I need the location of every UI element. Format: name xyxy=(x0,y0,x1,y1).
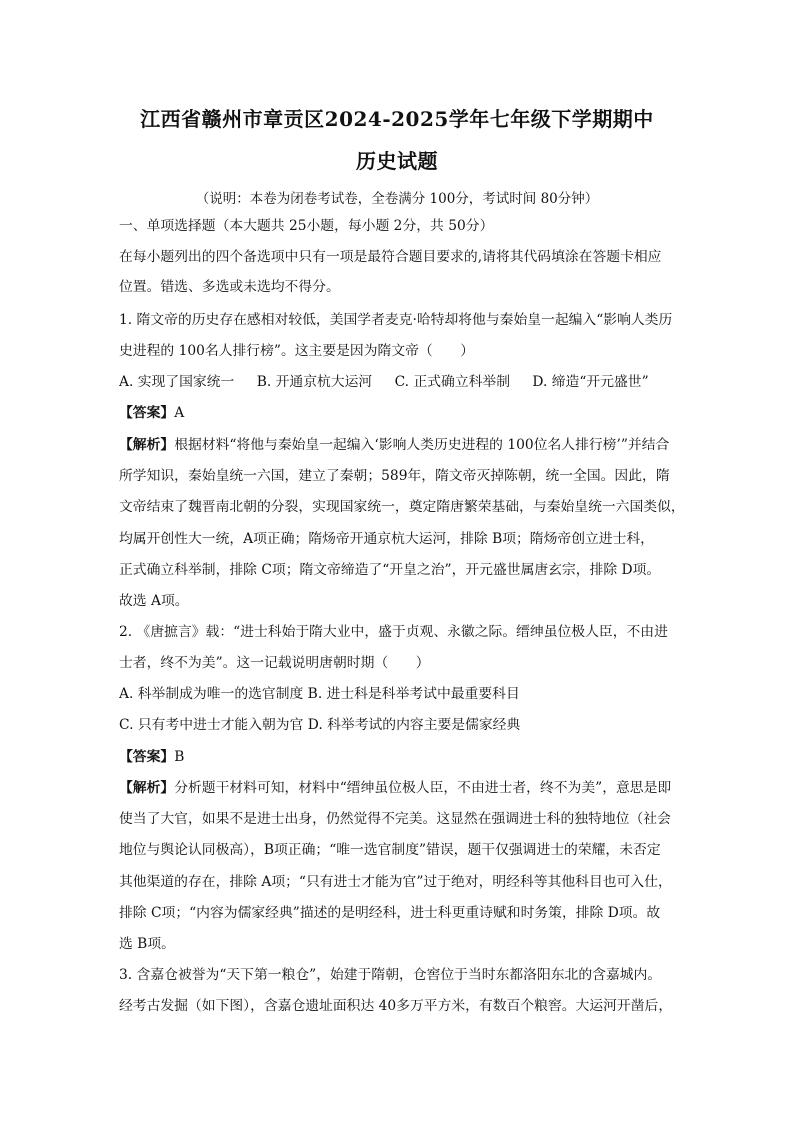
q1-answer: 【答案】A xyxy=(119,405,185,421)
q1-analysis-line: 所学知识，秦始皇统一六国，建立了秦朝；589年，隋文帝灭掉陈朝，统一全国。因此，隋 xyxy=(119,468,670,484)
q2-analysis-line: 选 B项。 xyxy=(119,936,175,952)
q2-options-row: C. 只有考中进士才能入朝为官 D. 科举考试的内容主要是儒家经典 xyxy=(119,717,521,733)
q2-stem-line: 2. 《唐摭言》载：“进士科始于隋大业中，盛于贞观、永徽之际。缙绅虽位极人臣，不由进 xyxy=(119,624,668,640)
q2-options-row: A. 科举制成为唯一的选官制度 B. 进士科是科举考试中最重要科目 xyxy=(119,686,520,702)
q2-answer: 【答案】B xyxy=(119,749,185,765)
analysis-marker: 【解析】 xyxy=(119,437,175,453)
section-instruction-line: 位置。错选、多选或未选均不得分。 xyxy=(119,279,340,295)
q3-stem-line: 3. 含嘉仓被誉为“天下第一粮仓”，始建于隋朝，仓窖位于当时东都洛阳东北的含嘉城内。 xyxy=(119,967,662,983)
q1-analysis-line: 故选 A项。 xyxy=(119,593,189,609)
q1-option-b: B. 开通京杭大运河 xyxy=(256,374,373,390)
q1-analysis-line: 均属开创性大一统，A项正确；隋炀帝开通京杭大运河，排除 B项；隋炀帝创立进士科， xyxy=(119,531,654,547)
q2-stem-line: 士者，终不为美”。这一记载说明唐朝时期（ ） xyxy=(119,655,430,671)
q1-option-a: A. 实现了国家统一 xyxy=(119,374,235,390)
section-instruction-line: 在每小题列出的四个备选项中只有一项是最符合题目要求的,请将其代码填涂在答题卡相应 xyxy=(119,249,662,265)
analysis-marker: 【解析】 xyxy=(119,780,175,796)
q1-stem-line: 1. 隋文帝的历史存在感相对较低，美国学者麦克·哈特却将他与秦始皇一起编入“影响人类历 xyxy=(119,312,673,328)
exam-subject: 历史试题 xyxy=(356,149,438,173)
section-heading: 一、单项选择题（本大题共 25小题，每小题 2分，共 50分） xyxy=(119,218,494,234)
exam-note: （说明：本卷为闭卷考试卷，全卷满分 100分，考试时间 80分钟） xyxy=(195,191,599,207)
q1-option-c: C. 正式确立科举制 xyxy=(394,374,511,390)
q1-analysis-line: 【解析】根据材料“将他与秦始皇一起编入‘影响人类历史进程的 100位名人排行榜’”并结合 xyxy=(119,437,670,453)
q1-stem-line: 史进程的 100名人排行榜”。这主要是因为隋文帝（ ） xyxy=(119,343,475,359)
exam-title: 江西省赣州市章贡区2024-2025学年七年级下学期期中 xyxy=(140,107,654,131)
q2-analysis-line: 使当了大官，如果不是进士出身，仍然觉得不完美。这显然在强调进士科的独特地位（社会 xyxy=(119,811,671,827)
q1-analysis-line: 文帝结束了魏晋南北朝的分裂，实现国家统一，奠定隋唐繁荣基础，与秦始皇统一六国类似， xyxy=(119,499,685,515)
q3-stem-line: 经考古发掘（如下图），含嘉仓遗址面积达 40多万平方米，有数百个粮窖。大运河开凿后， xyxy=(119,998,673,1014)
q1-analysis-line: 正式确立科举制，排除 C项；隋文帝缔造了“开皇之治”，开元盛世属唐玄宗，排除 D项。 xyxy=(119,562,661,578)
q2-analysis-line: 地位与舆论认同极高），B项正确；“唯一选官制度”错误，题干仅强调进士的荣耀，未否定 xyxy=(119,842,661,858)
q1-option-d: D. 缔造“开元盛世” xyxy=(532,374,649,390)
q2-analysis-line: 其他渠道的存在，排除 A项；“只有进士才能为官”过于绝对，明经科等其他科目也可入仕， xyxy=(119,874,672,890)
q1-options xyxy=(119,373,689,391)
q2-analysis-line: 排除 C项；“内容为儒家经典”描述的是明经科，进士科更重诗赋和时务策，排除 D项。故 xyxy=(119,905,661,921)
answer-marker: 【答案】 xyxy=(119,749,175,765)
answer-marker: 【答案】 xyxy=(119,405,175,421)
q2-analysis-line: 【解析】分析题干材料可知，材料中“缙绅虽位极人臣，不由进士者，终不为美”，意思是即 xyxy=(119,780,672,796)
